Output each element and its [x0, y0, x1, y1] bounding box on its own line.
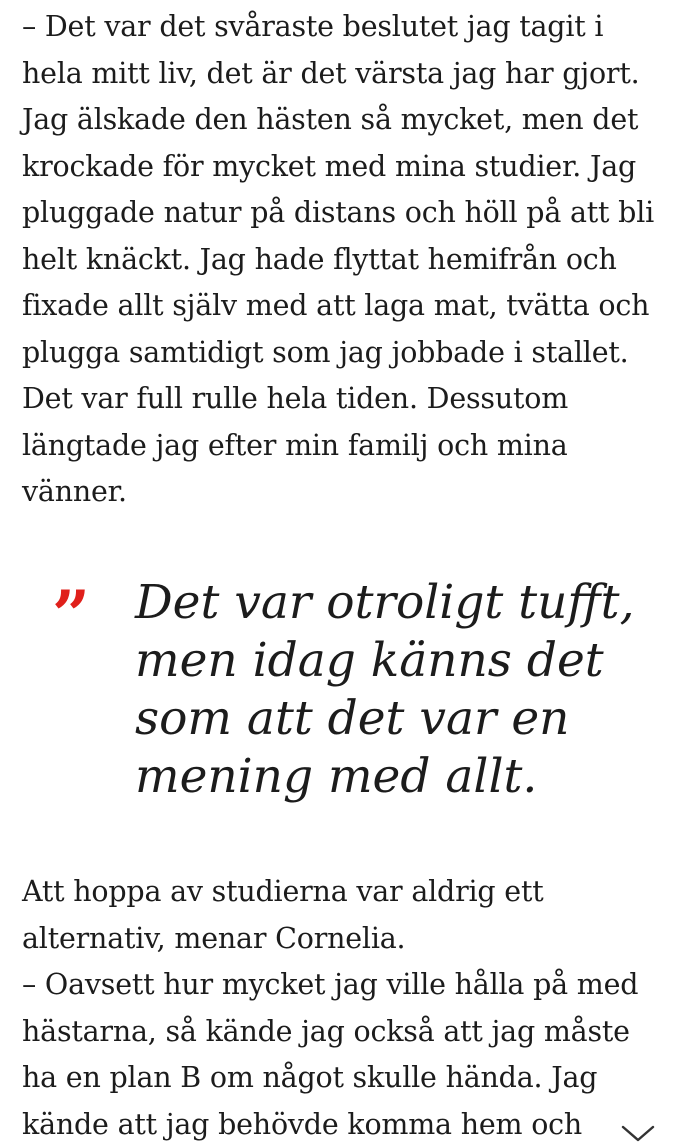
chevron-down-icon[interactable] [620, 1122, 656, 1144]
quote-line: men idag känns det [135, 633, 604, 688]
text-line: Det var full rulle hela tiden. Dessutom [22, 382, 569, 415]
text-line: Att hoppa av studierna var aldrig ett [22, 875, 544, 908]
text-line: – Oavsett hur mycket jag ville hålla på med [22, 968, 639, 1001]
text-line: fixade allt själv med att laga mat, tvätta och [22, 289, 650, 322]
article-paragraph [22, 869, 672, 1148]
text-line: plugga samtidigt som jag jobbade i stallet. [22, 335, 629, 369]
pull-quote-text [135, 574, 675, 806]
text-line: vänner. [22, 475, 127, 508]
quote-line: som att det var en [135, 691, 570, 746]
text-line: hästarna, så kände jag också att jag måste [22, 1014, 630, 1048]
text-line: ha en plan B om något skulle hända. Jag [22, 1061, 598, 1094]
text-line: – Det var det svåraste beslutet jag tagit i [22, 10, 604, 43]
text-line: alternativ, menar Cornelia. [22, 921, 406, 955]
text-line: helt knäckt. Jag hade flyttat hemifrån och [22, 242, 617, 276]
text-line: hela mitt liv, det är det värsta jag har gjort. [22, 56, 640, 90]
text-line: Jag älskade den hästen så mycket, men det [22, 103, 639, 136]
text-line: längtade jag efter min familj och mina [22, 428, 568, 462]
pull-quote [50, 574, 670, 824]
article-paragraph [22, 4, 672, 516]
quote-mark-icon: ” [52, 576, 86, 654]
quote-line: mening med allt. [135, 749, 538, 804]
quote-line: Det var otroligt tufft, [135, 575, 635, 630]
text-line: pluggade natur på distans och höll på att bli [22, 196, 655, 229]
text-line: kände att jag behövde komma hem och [22, 1107, 583, 1141]
text-line: krockade för mycket med mina studier. Jag [22, 149, 637, 183]
